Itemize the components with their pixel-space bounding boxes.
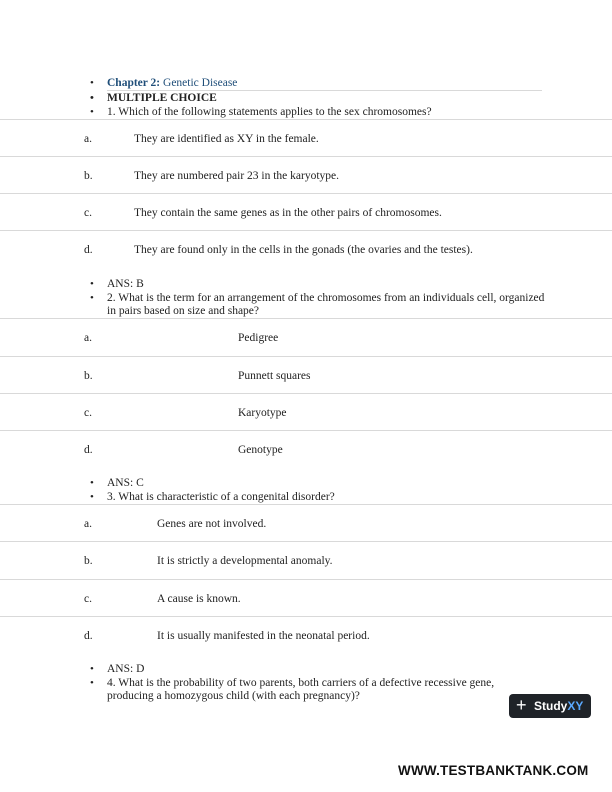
question-1-answer: • ANS: B bbox=[107, 278, 547, 291]
question-2-answer: • ANS: C bbox=[107, 477, 547, 490]
footer-website: WWW.TESTBANKTANK.COM bbox=[398, 763, 589, 778]
question-3-option-a[interactable] bbox=[0, 504, 612, 542]
option-text: It is strictly a developmental anomaly. bbox=[157, 555, 333, 567]
question-1-option-c[interactable] bbox=[0, 193, 612, 231]
option-text: They are numbered pair 23 in the karyotype. bbox=[134, 170, 340, 182]
option-letter: a. bbox=[84, 332, 92, 344]
chapter-title: Genetic Disease bbox=[163, 77, 238, 89]
question-2-option-b[interactable] bbox=[0, 356, 612, 394]
question-3-answer: • ANS: D bbox=[107, 663, 547, 676]
option-text: Genes are not involved. bbox=[157, 518, 267, 530]
header-divider bbox=[107, 90, 542, 91]
question-2-option-d[interactable] bbox=[0, 430, 612, 468]
question-2-option-c[interactable] bbox=[0, 393, 612, 431]
badge-accent: XY bbox=[567, 699, 584, 713]
badge-prefix: Study bbox=[534, 699, 568, 713]
option-letter: c. bbox=[84, 407, 92, 419]
studyxy-badge[interactable] bbox=[509, 694, 591, 718]
option-letter: a. bbox=[84, 518, 92, 530]
question-2-option-a[interactable] bbox=[0, 318, 612, 356]
option-letter: c. bbox=[84, 593, 92, 605]
option-letter: b. bbox=[84, 370, 93, 382]
question-1-option-b[interactable] bbox=[0, 156, 612, 194]
question-1-option-d[interactable] bbox=[0, 230, 612, 268]
question-3-option-d[interactable] bbox=[0, 616, 612, 654]
plus-icon: + bbox=[516, 695, 527, 715]
option-letter: d. bbox=[84, 244, 93, 256]
option-letter: c. bbox=[84, 207, 92, 219]
question-1-option-a[interactable] bbox=[0, 119, 612, 157]
option-text: They are found only in the cells in the gonads (the ovaries and the testes). bbox=[134, 244, 473, 256]
badge-label bbox=[534, 699, 583, 713]
option-text: A cause is known. bbox=[157, 593, 241, 605]
option-text: They are identified as XY in the female. bbox=[134, 133, 319, 145]
option-letter: b. bbox=[84, 555, 93, 567]
option-text: Pedigree bbox=[238, 332, 279, 344]
question-3-option-b[interactable] bbox=[0, 541, 612, 579]
question-1-text: • 1. Which of the following statements applies to the sex chromosomes? bbox=[107, 106, 547, 119]
option-letter: a. bbox=[84, 133, 92, 145]
chapter-heading bbox=[107, 77, 547, 90]
option-letter: d. bbox=[84, 630, 93, 642]
section-heading: • MULTIPLE CHOICE bbox=[107, 92, 547, 105]
option-text: Genotype bbox=[238, 444, 283, 456]
question-4-text: • 4. What is the probability of two parents, both carriers of a defective recessive gene, producing a homozygous child (with each pregnancy)? bbox=[107, 677, 527, 703]
chapter-label: Chapter 2: bbox=[107, 77, 161, 89]
option-text: It is usually manifested in the neonatal period. bbox=[157, 630, 370, 642]
option-text: Karyotype bbox=[238, 407, 287, 419]
question-2-text: • 2. What is the term for an arrangement of the chromosomes from an individuals cell, organized in pairs based on size and shape? bbox=[107, 292, 547, 318]
question-3-text: • 3. What is characteristic of a congenital disorder? bbox=[107, 491, 547, 504]
question-3-option-c[interactable] bbox=[0, 579, 612, 617]
option-text: They contain the same genes as in the other pairs of chromosomes. bbox=[134, 207, 442, 219]
option-letter: d. bbox=[84, 444, 93, 456]
option-letter: b. bbox=[84, 170, 93, 182]
option-text: Punnett squares bbox=[238, 370, 311, 382]
